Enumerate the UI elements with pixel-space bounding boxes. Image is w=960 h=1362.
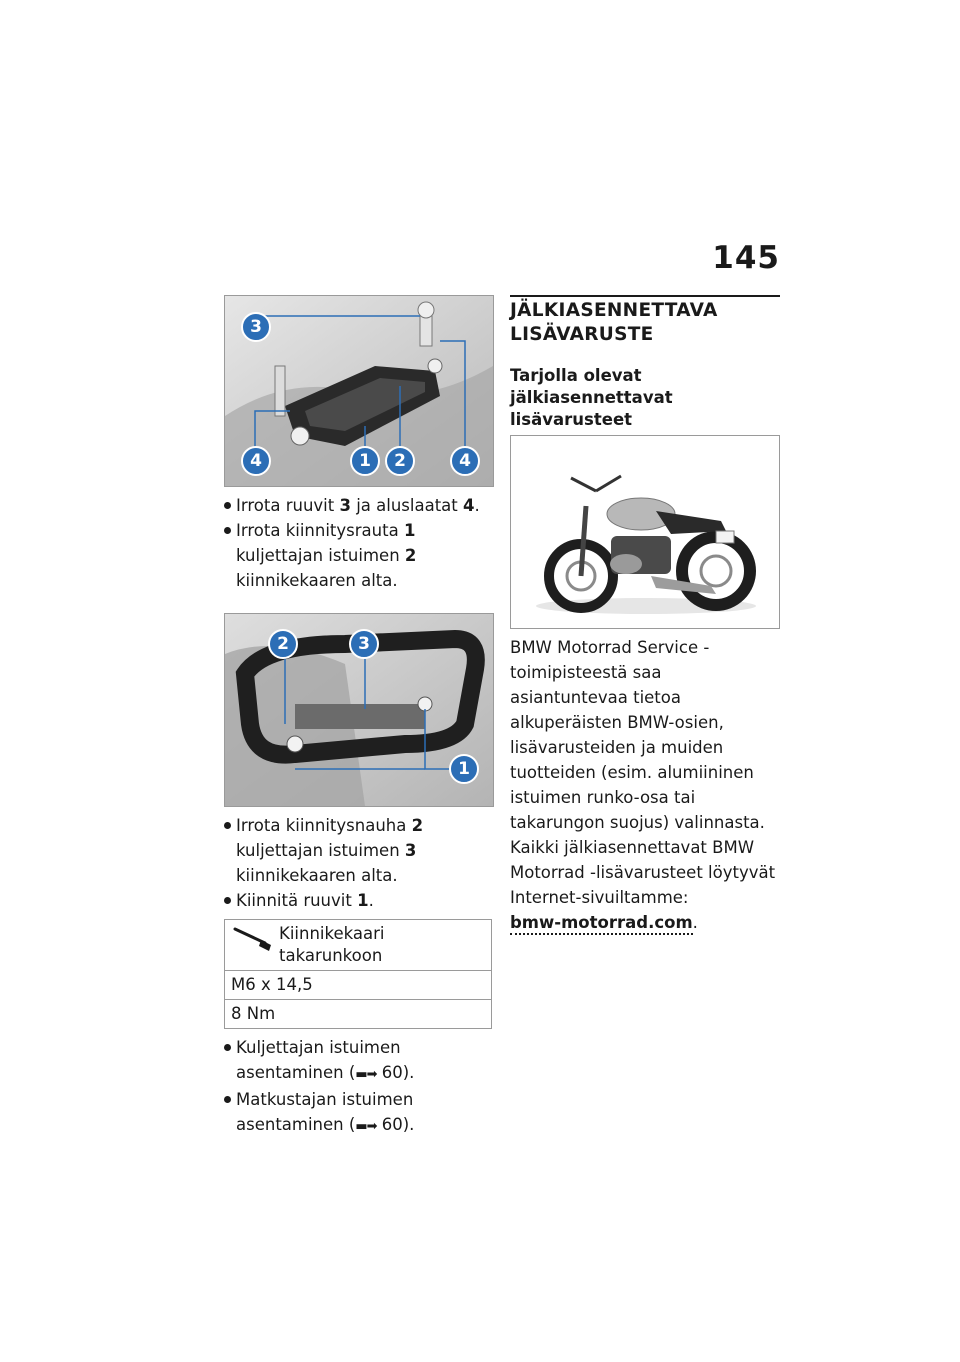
section-title: JÄLKIASENNETTAVA LISÄVARUSTE — [510, 295, 780, 347]
torque-wrench-icon — [231, 923, 275, 953]
sub-title: Tarjolla olevat jälkiasennettavat lisävarusteet — [510, 366, 673, 429]
info-paragraph-1: BMW Motorrad Service -toimipisteestä saa asiantuntevaa tietoa alkuperäisten BMW-osien, lisävarusteiden ja muiden tuotteiden (esim. alumiininen istuimen runko-osa tai takarungon suojus) valinnasta. — [510, 638, 765, 832]
page-reference-arrow-icon: ▬➡ — [355, 1119, 377, 1134]
step-3: Irrota kiinnitysnauha 2 kuljettajan istuimen 3 kiinnikekaaren alta. — [224, 813, 492, 888]
page-reference[interactable]: 60 — [381, 1063, 403, 1082]
callout-1: 1 — [350, 446, 380, 476]
step-4: Kiinnitä ruuvit 1. — [224, 888, 492, 913]
step-2: Irrota kiinnitysrauta 1 kuljettajan istuimen 2 kiinnikekaaren alta. — [224, 518, 492, 593]
torque-table — [224, 919, 492, 1029]
page-number: 145 — [712, 240, 780, 276]
callout-3: 3 — [349, 629, 379, 659]
figure-seat-strap — [224, 613, 494, 807]
info-paragraph-2: Kaikki jälkiasennettavat BMW Motorrad -lisävarusteet löytyvät Internet-sivuiltamme: — [510, 838, 776, 907]
torque-header-cell — [225, 920, 492, 971]
callout-2: 2 — [385, 446, 415, 476]
step-6: Matkustajan istuimen asentaminen (▬➡ 60). — [224, 1087, 492, 1139]
page-reference-arrow-icon: ▬➡ — [355, 1067, 377, 1082]
figure-seat-bracket-screws — [224, 295, 494, 487]
steps-list-2 — [224, 813, 492, 913]
callout-3: 3 — [241, 312, 271, 342]
right-column — [510, 295, 780, 935]
step-1: Irrota ruuvit 3 ja aluslaatat 4. — [224, 493, 492, 518]
website-link[interactable]: bmw-motorrad.com — [510, 913, 693, 935]
link-line: bmw-motorrad.com. — [510, 910, 780, 935]
torque-spec: M6 x 14,5 — [225, 971, 492, 1000]
step-5: Kuljettajan istuimen asentaminen (▬➡ 60). — [224, 1035, 492, 1087]
steps-list-1 — [224, 493, 492, 593]
page-reference[interactable]: 60 — [381, 1115, 403, 1134]
callout-1: 1 — [449, 754, 479, 784]
figure-motorcycle — [510, 435, 780, 629]
callout-2: 2 — [268, 629, 298, 659]
torque-title: Kiinnikekaari takarunkoon — [279, 924, 385, 965]
steps-list-3 — [224, 1035, 492, 1139]
callout-4: 4 — [241, 446, 271, 476]
callout-4b: 4 — [450, 446, 480, 476]
left-column — [224, 295, 492, 1139]
motorcycle-photo — [511, 436, 779, 628]
torque-value: 8 Nm — [225, 1000, 492, 1029]
